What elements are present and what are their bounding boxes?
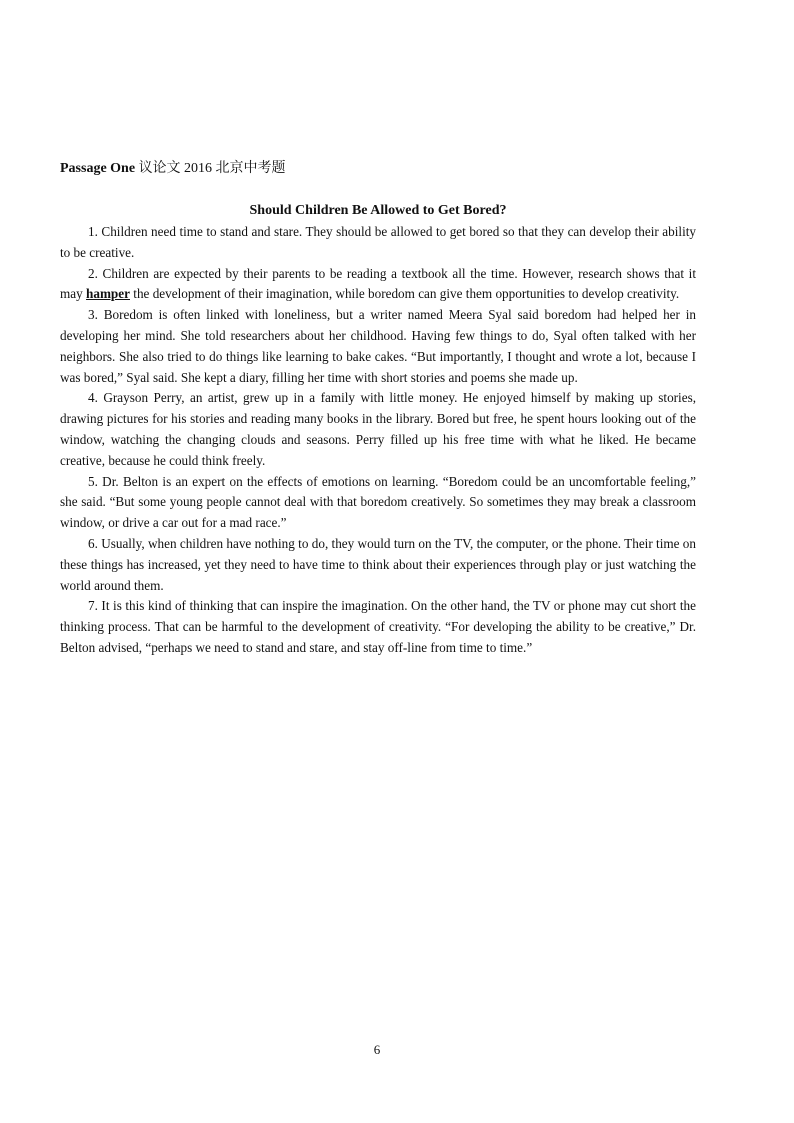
paragraph-6: 6. Usually, when children have nothing to do, they would turn on the TV, the computer, or the phone. Their time on these things has increased, yet they need to have time to think about their experiences through play or just watching the world around them. [60, 535, 696, 593]
page-number: 6 [373, 1042, 381, 1057]
passage-info: 议论文 2016 北京中考题 [138, 161, 286, 176]
paragraph-2-text-before: 2. Children are expected by their parents to be reading a textbook all the time. However, research shows that it may [60, 265, 696, 302]
keyword-hamper: hamper [86, 286, 130, 302]
paragraph-2 [60, 264, 696, 306]
passage-body [60, 222, 696, 659]
paragraph-3: 3. Boredom is often linked with loneliness, but a writer named Meera Syal said boredom had helped her in developing her mind. She told researchers about her childhood. Having few things to do, Syal often talked with her neighbors. She also tried to do things like learning to bake cakes. “But importantly, I thought and wrote a lot, because I was bored,” Syal said. She kept a diary, filling her time with short stories and poems she made up. [60, 307, 696, 385]
paragraph-1: 1. Children need time to stand and stare. They should be allowed to get bored so that they can develop their ability to be creative. [60, 224, 696, 260]
paragraph-2-text-after: the development of their imagination, while boredom can give them opportunities to develop creativity. [129, 286, 680, 302]
paragraph-5: 5. Dr. Belton is an expert on the effects of emotions on learning. “Boredom could be an uncomfortable feeling,” she said. “But some young people cannot deal with that boredom creatively. So sometimes they may break a classroom window, or drive a car out for a mad race.” [60, 473, 696, 531]
passage-label: Passage One [60, 161, 136, 176]
passage-heading [60, 159, 286, 179]
passage-title: Should Children Be Allowed to Get Bored? [249, 203, 507, 218]
paragraph-4: 4. Grayson Perry, an artist, grew up in a family with little money. He enjoyed himself by making up stories, drawing pictures for his stories and reading many books in the library. Bored but free, he spent hours looking out of the window, watching the changing clouds and seasons. Perry filled up his free time with what he liked. He became creative, because he could think freely. [60, 390, 696, 468]
paragraph-7: 7. It is this kind of thinking that can inspire the imagination. On the other hand, the TV or phone may cut short the thinking process. That can be harmful to the development of creativity. “For developing the ability to be creative,” Dr. Belton advised, “perhaps we need to stand and stare, and stay off-line from time to time.” [60, 598, 696, 655]
